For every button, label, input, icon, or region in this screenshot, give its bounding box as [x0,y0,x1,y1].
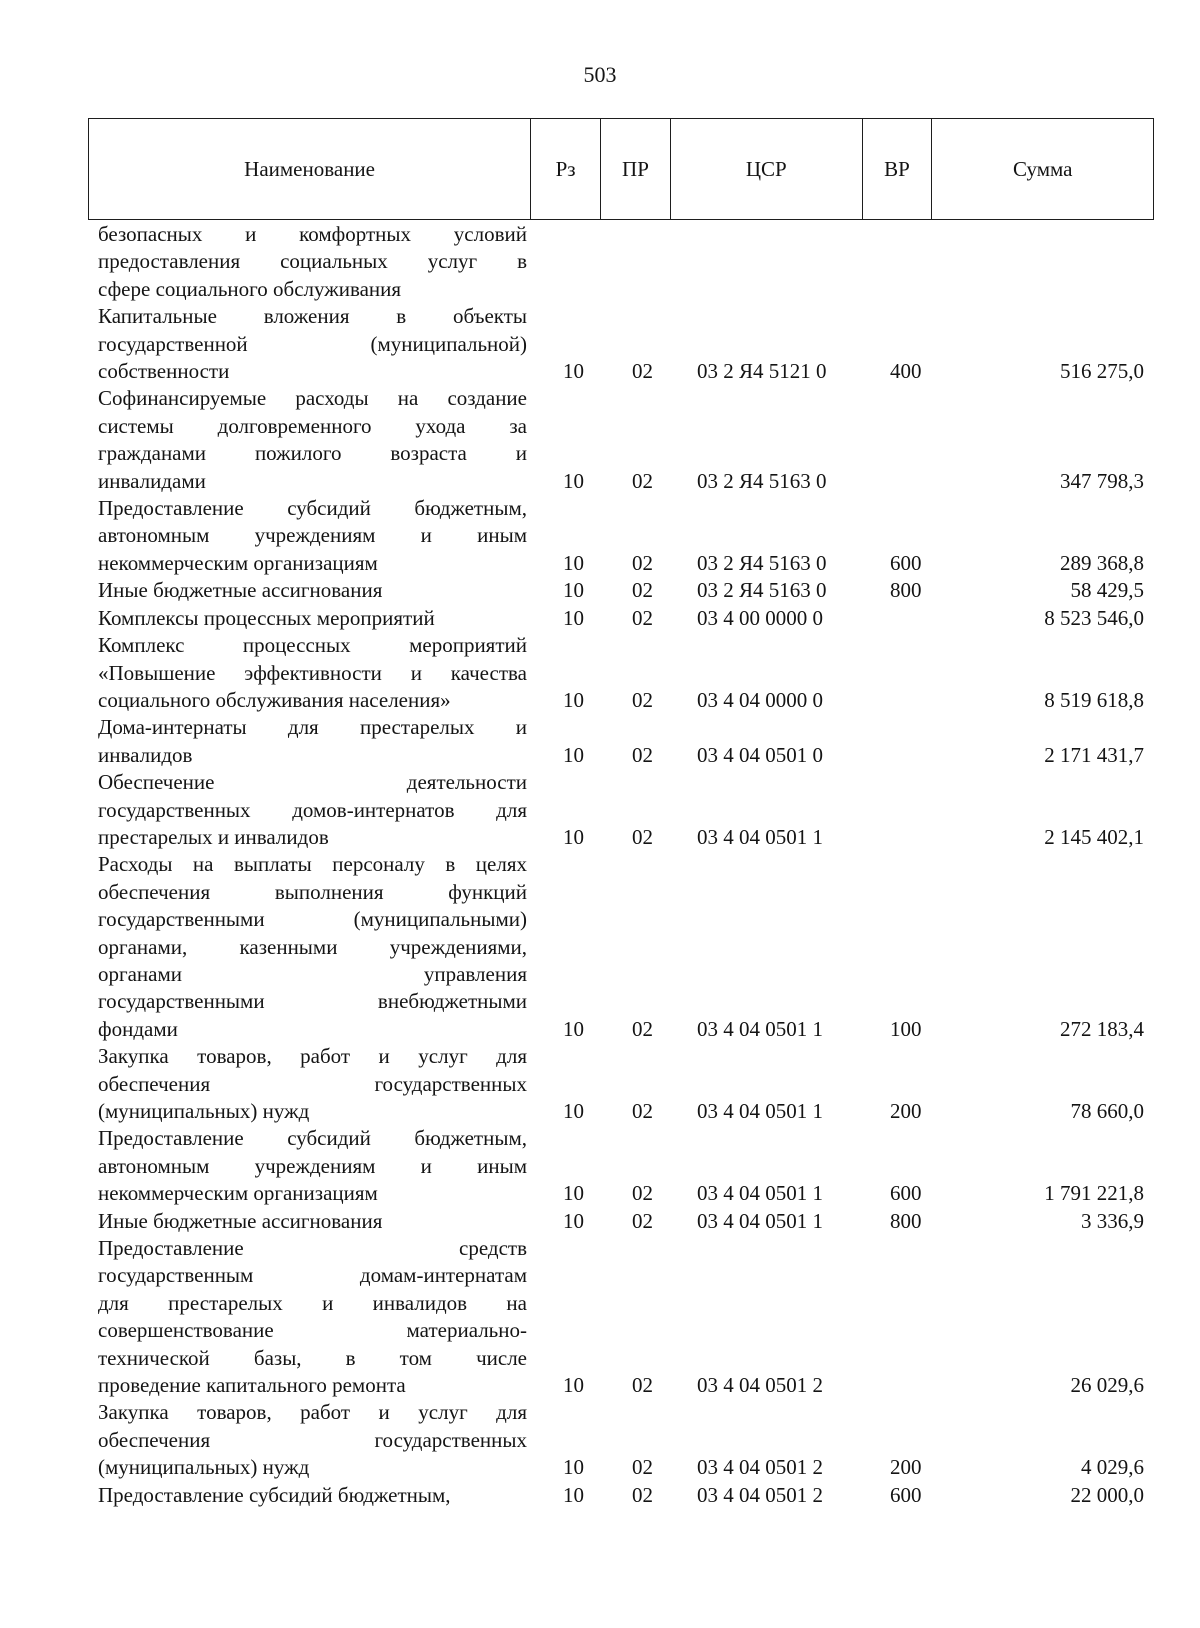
row-pr: 02 [632,1181,653,1206]
row-name-line: государственных домов-интернатов для [98,797,527,822]
row-name [98,851,527,1043]
row-name [98,605,527,632]
page-number: 503 [583,62,617,87]
row-csr: 03 4 04 0000 0 [697,687,823,712]
row-name [98,714,527,769]
row-rz: 10 [563,1181,584,1206]
row-sum: 2 171 431,7 [1044,742,1144,767]
row-pr: 02 [632,550,653,575]
row-rz: 10 [563,605,584,630]
row-sum: 22 000,0 [1070,1482,1144,1507]
row-name-line: гражданами пожилого возраста и [98,441,527,466]
row-sum: 1 791 221,8 [1044,1181,1144,1206]
row-name-line: государственной (муниципальной) [98,331,527,356]
row-name-line: обеспечения государственных [98,1071,527,1096]
row-rz: 10 [563,1208,584,1233]
row-name-line: фондами [98,1016,178,1041]
row-rz: 10 [563,578,584,603]
row-rz: 10 [563,687,584,712]
row-name-line: социального обслуживания населения» [98,687,451,712]
row-name [98,632,527,714]
row-name [98,1399,527,1481]
row-pr: 02 [632,824,653,849]
row-name [98,1043,527,1125]
row-name-line: Обеспечение деятельности [98,770,527,795]
row-name-line: собственности [98,359,230,384]
row-sum: 26 029,6 [1070,1373,1144,1398]
header-csr: ЦСР [671,119,863,219]
row-name-line: обеспечения выполнения функций [98,879,527,904]
table-row [0,632,1200,714]
row-pr: 02 [632,742,653,767]
row-vr: 200 [890,1455,922,1480]
row-sum: 8 519 618,8 [1044,687,1144,712]
header-name: Наименование [89,119,531,219]
row-rz: 10 [563,468,584,493]
row-csr: 03 4 04 0501 1 [697,824,823,849]
row-name-line: некоммерческим организациям [98,1181,378,1206]
row-name-line: предоставления социальных услуг в [98,249,527,274]
row-csr: 03 4 04 0501 1 [697,1099,823,1123]
row-name-line: Капитальные вложения в объекты [98,304,527,329]
table-row [0,1482,1200,1509]
row-name-line: Расходы на выплаты персоналу в целях [98,852,527,877]
table-row [0,495,1200,577]
row-name-line: автономным учреждениям и иным [98,1153,527,1178]
table-header [88,118,1154,220]
table-row [0,1043,1200,1125]
row-vr: 400 [890,359,922,384]
row-name-line: (муниципальных) нужд [98,1099,310,1123]
row-name-line: Закупка товаров, работ и услуг для [98,1400,527,1425]
row-name-line: государственными внебюджетными [98,989,527,1014]
table-row [0,1125,1200,1207]
row-name-line: Софинансируемые расходы на создание [98,386,527,411]
row-csr: 03 4 00 0000 0 [697,605,823,630]
row-name-line: некоммерческим организациям [98,550,378,575]
row-csr: 03 4 04 0501 1 [697,1208,823,1233]
table-row [0,1208,1200,1235]
row-name-line: автономным учреждениям и иным [98,523,527,548]
row-pr: 02 [632,605,653,630]
table-row [0,221,1200,303]
row-sum: 347 798,3 [1060,468,1144,493]
row-name-line: Закупка товаров, работ и услуг для [98,1044,527,1069]
table-row [0,605,1200,632]
row-name [98,1482,527,1509]
row-vr: 200 [890,1099,922,1123]
row-pr: 02 [632,687,653,712]
table-row [0,851,1200,1043]
row-csr: 03 4 04 0501 2 [697,1373,823,1398]
row-vr: 800 [890,1208,922,1233]
row-name-line: Комплексы процессных мероприятий [98,605,435,630]
row-name-line: Комплекс процессных мероприятий [98,633,527,658]
row-name-line: Предоставление субсидий бюджетным, [98,1482,451,1507]
row-csr: 03 2 Я4 5163 0 [697,468,827,493]
row-pr: 02 [632,359,653,384]
row-sum: 4 029,6 [1081,1455,1144,1480]
table-row [0,577,1200,604]
header-pr: ПР [601,119,671,219]
row-rz: 10 [563,742,584,767]
row-csr: 03 2 Я4 5163 0 [697,578,827,603]
row-sum: 8 523 546,0 [1044,605,1144,630]
row-rz: 10 [563,1482,584,1507]
row-vr: 600 [890,550,922,575]
row-rz: 10 [563,824,584,849]
row-csr: 03 2 Я4 5121 0 [697,359,827,384]
row-pr: 02 [632,1482,653,1507]
row-name-line: обеспечения государственных [98,1427,527,1452]
table-row [0,385,1200,495]
row-name-line: Предоставление субсидий бюджетным, [98,496,527,521]
row-vr: 100 [890,1016,922,1041]
table-row [0,769,1200,851]
row-rz: 10 [563,359,584,384]
row-name-line: государственным домам-интернатам [98,1263,527,1288]
row-csr: 03 4 04 0501 1 [697,1181,823,1206]
row-pr: 02 [632,1099,653,1123]
row-name [98,577,527,604]
row-sum: 58 429,5 [1070,578,1144,603]
row-vr: 600 [890,1482,922,1507]
header-rz: Рз [531,119,601,219]
row-sum: 289 368,8 [1060,550,1144,575]
row-pr: 02 [632,1208,653,1233]
row-name-line: органами управления [98,961,527,986]
row-pr: 02 [632,1016,653,1041]
row-vr: 800 [890,578,922,603]
row-rz: 10 [563,1016,584,1041]
row-pr: 02 [632,1455,653,1480]
table-row [0,714,1200,769]
row-sum: 2 145 402,1 [1044,824,1144,849]
row-name-line: Дома-интернаты для престарелых и [98,715,527,740]
row-name-line: государственными (муниципальными) [98,907,527,932]
row-name-line: проведение капитального ремонта [98,1373,406,1398]
row-sum: 516 275,0 [1060,359,1144,384]
row-name [98,1208,527,1235]
row-pr: 02 [632,578,653,603]
row-vr: 600 [890,1181,922,1206]
row-csr: 03 4 04 0501 0 [697,742,823,767]
row-csr: 03 4 04 0501 1 [697,1016,823,1041]
row-name-line: для престарелых и инвалидов на [98,1290,527,1315]
row-name [98,495,527,577]
row-rz: 10 [563,1455,584,1480]
row-pr: 02 [632,468,653,493]
row-name-line: совершенствование материально- [98,1318,527,1343]
row-csr: 03 4 04 0501 2 [697,1482,823,1507]
row-name-line: сфере социального обслуживания [98,276,402,301]
row-name-line: Предоставление субсидий бюджетным, [98,1126,527,1151]
row-name [98,1235,527,1399]
row-name [98,221,527,303]
row-name [98,1125,527,1207]
row-sum: 272 183,4 [1060,1016,1144,1041]
row-pr: 02 [632,1373,653,1398]
row-name-line: технической базы, в том числе [98,1345,527,1370]
row-name-line: органами, казенными учреждениями, [98,934,527,959]
table-row [0,303,1200,385]
row-sum: 78 660,0 [1070,1099,1144,1123]
table-row [0,1399,1200,1481]
row-name [98,385,527,495]
row-name-line: системы долговременного ухода за [98,413,527,438]
row-name-line: безопасных и комфортных условий [98,222,527,246]
header-sum: Сумма [1012,156,1073,181]
row-name-line: Иные бюджетные ассигнования [98,1208,383,1233]
row-name-line: инвалидов [98,742,193,767]
row-rz: 10 [563,1373,584,1398]
row-name-line: Иные бюджетные ассигнования [98,578,383,603]
row-csr: 03 4 04 0501 2 [697,1455,823,1480]
row-sum: 3 336,9 [1081,1208,1144,1233]
header-vr: ВР [863,119,933,219]
row-rz: 10 [563,550,584,575]
table-row [0,1235,1200,1399]
row-name-line: «Повышение эффективности и качества [98,660,527,685]
row-rz: 10 [563,1099,584,1123]
row-csr: 03 2 Я4 5163 0 [697,550,827,575]
table-body [0,221,1200,1509]
row-name-line: престарелых и инвалидов [98,824,329,849]
row-name-line: (муниципальных) нужд [98,1455,310,1480]
row-name [98,303,527,385]
row-name [98,769,527,851]
row-name-line: Предоставление средств [98,1236,527,1261]
row-name-line: инвалидами [98,468,206,493]
